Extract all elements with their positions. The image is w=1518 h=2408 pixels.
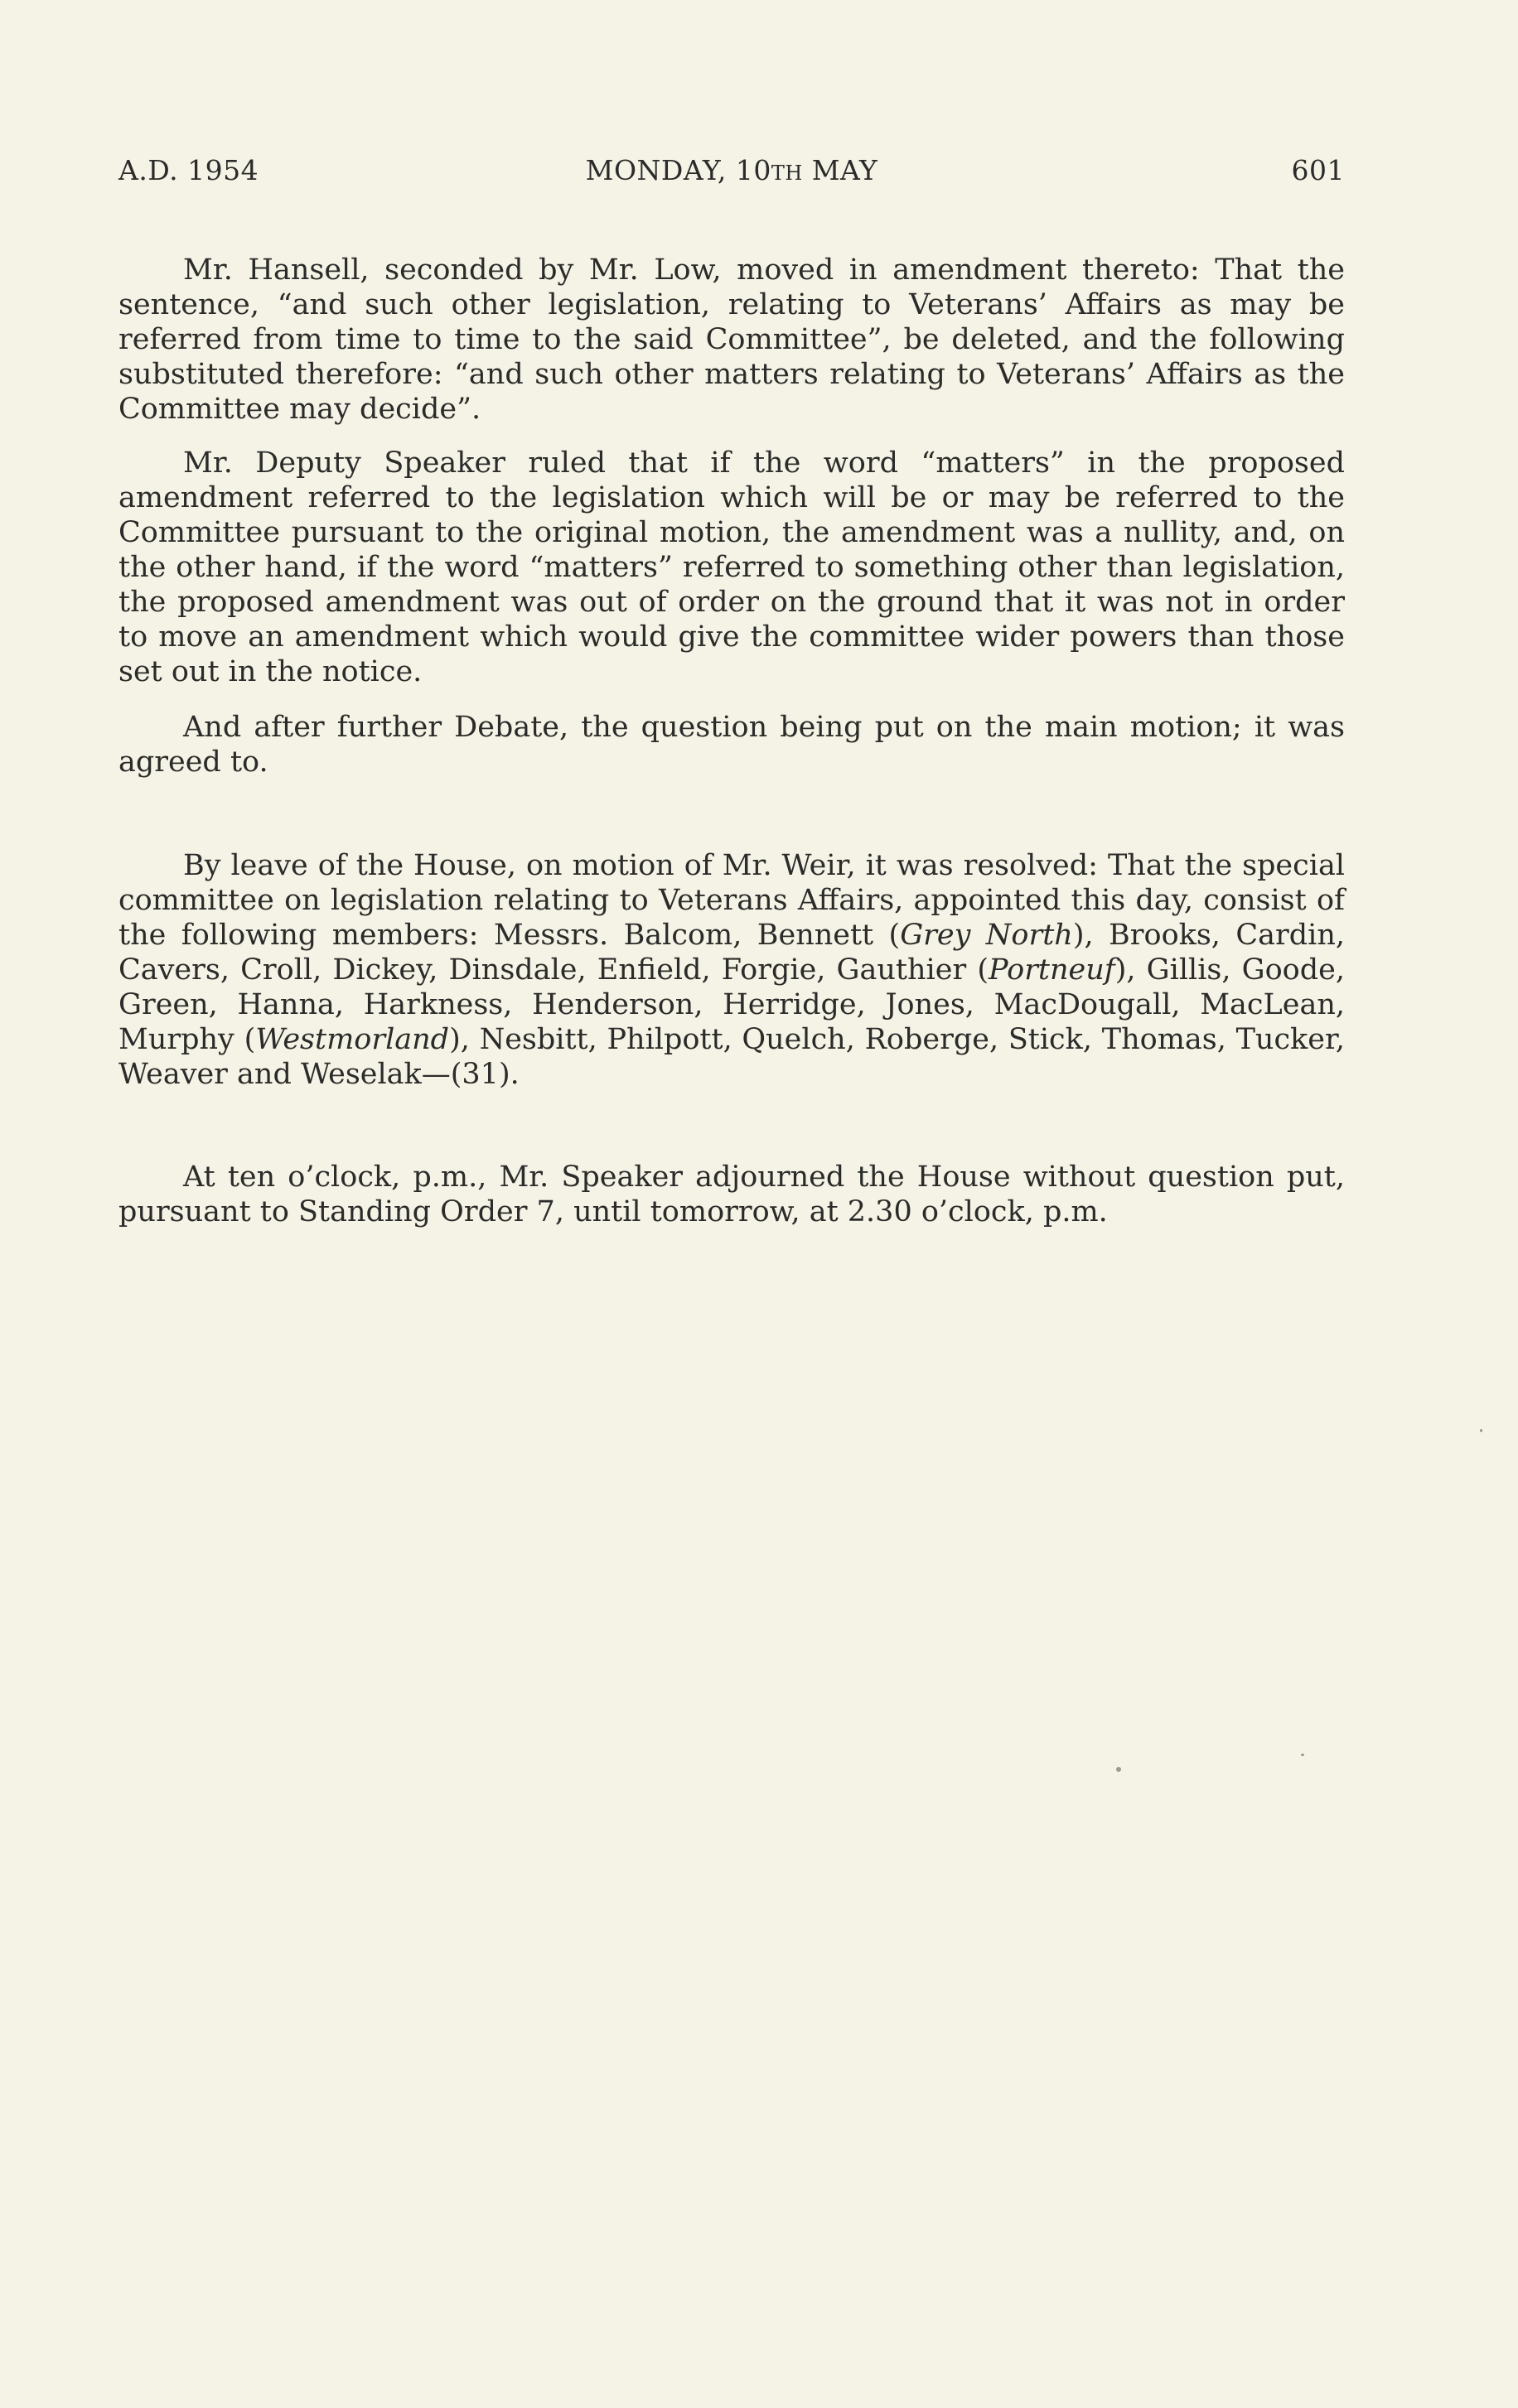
paragraph-adjournment: At ten o’clock, p.m., Mr. Speaker adjourned the House without question put, pursuant to Standing Order 7, until tomorrow, at 2.30 o’clock, p.m. (118, 1161, 1345, 1228)
riding-grey-north: Grey North (900, 919, 1073, 952)
header-date-ordinal: TH (771, 162, 803, 185)
paragraph-amendment: Mr. Hansell, seconded by Mr. Low, moved in amendment thereto: That the sentence, “and such other legislation, relating to Veterans’ Affairs as may be referred from time to time to the said Committee”, be deleted, and the following substituted therefore: “and such other matters relating to Veterans’ Affairs as the Committee may decide”. (118, 253, 1345, 426)
header-date-prefix: MONDAY, 10 (585, 154, 771, 186)
committee-text-1: By leave of the House, on motion of Mr. Weir, it was resolved: That the special committee on legislation relating to Veterans Affairs, appointed this day, consist of the following members: Messrs. Balcom, Bennett ( (118, 849, 1345, 952)
paper-speck (1116, 1767, 1121, 1772)
paper-speck (1301, 1754, 1304, 1756)
header-year: A.D. 1954 (118, 154, 259, 186)
riding-westmorland: Westmorland (255, 1023, 450, 1056)
committee-text-4: ), Nesbitt, Philpott, Quelch, Roberge, Stick, Thomas, Tucker, Weaver and Weselak—(31). (118, 1023, 1345, 1091)
paragraph-committee-members (118, 848, 1345, 1092)
page-number: 601 (1291, 154, 1345, 186)
committee-text-2: ), Brooks, Cardin, Cavers, Croll, Dickey, Dinsdale, Enfield, Forgie, Gauthier ( (118, 919, 1345, 987)
paragraph-agreed: And after further Debate, the question being put on the main motion; it was agreed to. (118, 711, 1345, 779)
paragraph-ruling: Mr. Deputy Speaker ruled that if the word “matters” in the proposed amendment referred to the legislation which will be or may be referred to the Committee pursuant to the original motion, the amendment was a nullity, and, on the other hand, if the word “matters” referred to something other than legislation, the proposed amendment was out of order on the ground that it was not in order to move an amendment which would give the committee wider powers than those set out in the notice. (118, 446, 1345, 688)
committee-text-3: ), Gillis, Goode, Green, Hanna, Harkness, Henderson, Herridge, Jones, MacDougall, MacLean, Murphy ( (118, 953, 1345, 1056)
riding-portneuf: Portneuf (988, 953, 1115, 987)
header-date (118, 154, 1345, 186)
paper-speck (1480, 1429, 1482, 1432)
running-header (118, 154, 1345, 195)
header-date-month: MAY (802, 154, 878, 186)
